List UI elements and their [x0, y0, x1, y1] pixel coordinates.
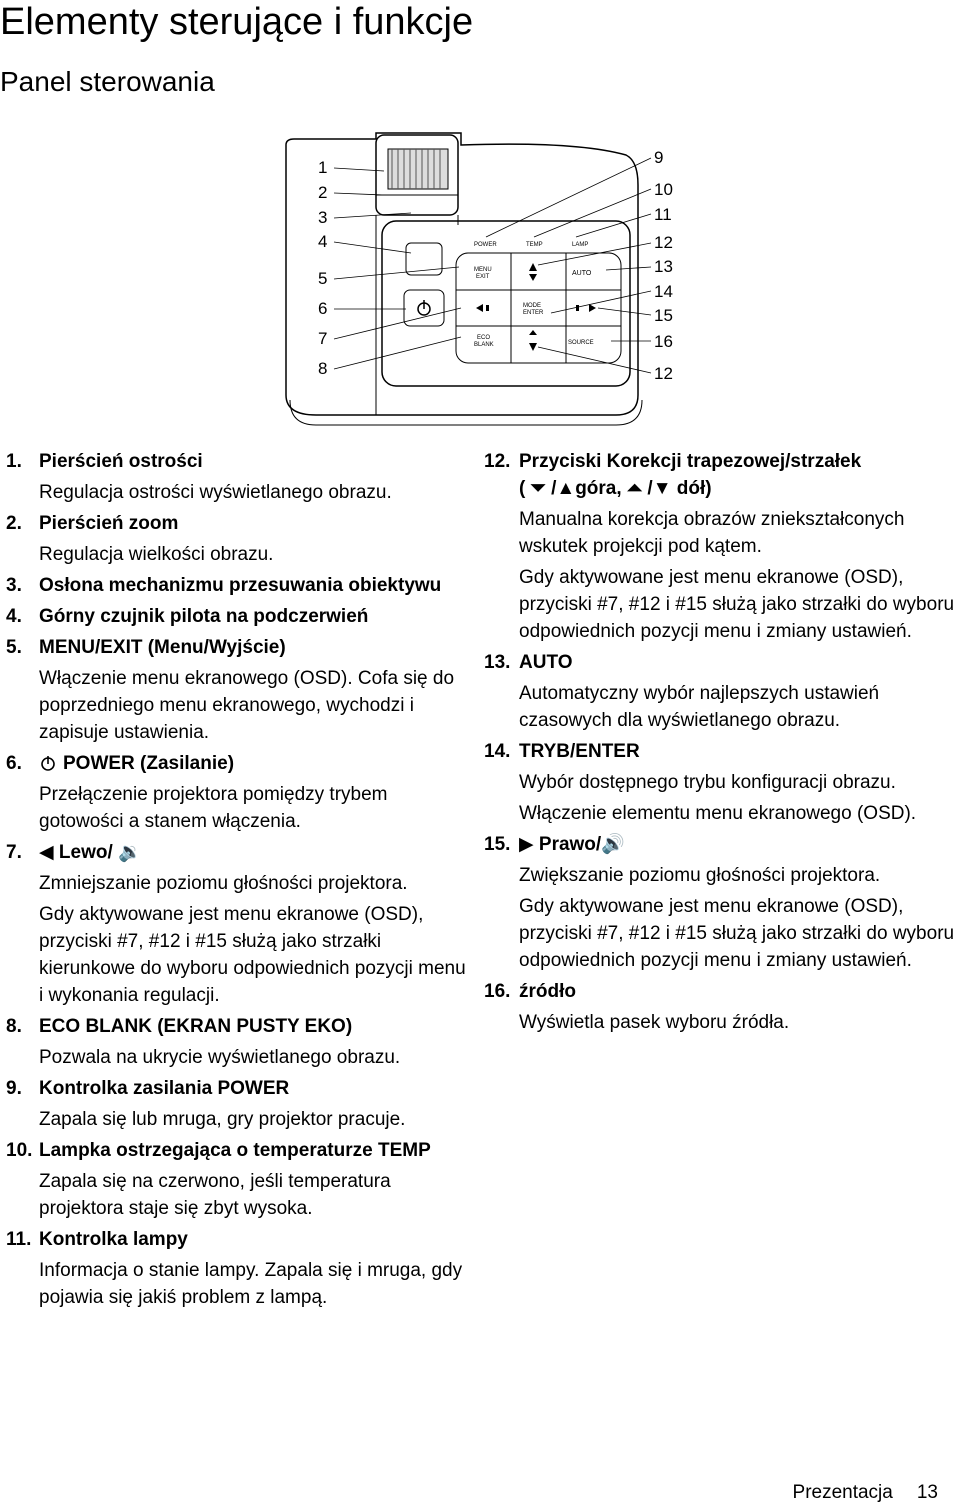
callout-12: 12 — [654, 233, 673, 252]
callout-8: 8 — [318, 359, 328, 378]
right-arrow-icon: ▶ — [519, 834, 539, 855]
list-item: 5. MENU/EXIT (Menu/Wyjście) Włączenie menu ekranowego (OSD). Cofa się do poprzedniego menu ekranowego, wychodzi i zapisuje ustawienia. — [6, 637, 455, 743]
source-key-label: SOURCE — [568, 340, 594, 346]
list-item: 6. POWER (Zasilanie) Przełączenie projektora pomiędzy trybem gotowości a stanem włączenia. — [6, 753, 388, 832]
callout-15: 15 — [654, 306, 673, 325]
list-item: 7. ◀ Lewo/ 🔉 Zmniejszanie poziomu głośności projektora. Gdy aktywowane jest menu ekranowe (OSD), przyciski #7, #12 i #15 służą jako strzałki kierunkowe do wyboru odpowiednich pozycji menu i wykonania regulacji. — [6, 842, 466, 1006]
mode-enter-key-label: MODE ENTER — [523, 303, 544, 316]
list-item: 15. ▶ Prawo/🔊 Zwiększanie poziomu głośności projektora. Gdy aktywowane jest menu ekranowe (OSD), przyciski #7, #12 i #15 służą jako strzałki do wyboru odpowiednich pozycji menu i zmiany ustawień. — [484, 834, 955, 971]
list-item: 8. ECO BLANK (EKRAN PUSTY EKO) Pozwala na ukrycie wyświetlanego obrazu. — [6, 1016, 401, 1068]
left-column — [0, 448, 472, 1315]
callout-11: 11 — [654, 205, 672, 224]
menu-exit-key-label: MENU EXIT — [474, 267, 492, 280]
callout-2: 2 — [318, 183, 328, 202]
callout-4: 4 — [318, 232, 328, 251]
callout-13: 13 — [654, 257, 673, 276]
list-item: 16. źródło Wyświetla pasek wyboru źródła. — [484, 981, 790, 1033]
page-footer — [769, 1482, 938, 1504]
list-item: 12. Przyciski Korekcji trapezowej/strzałek ( ⏷ /▲góra, ⏶ /▼ dół) Manualna korekcja obrazów zniekształconych wskutek projekcji pod kątem. Gdy aktywowane jest menu ekranowe (OSD), przyciski #7, #12 i #15 służą jako strzałki do wyboru odpowiednich pozycji menu i zmiany ustawień. — [484, 451, 955, 642]
keystone-up-icon: ⏶ — [626, 478, 643, 499]
up-arrow-icon: ▲ — [556, 478, 576, 499]
auto-key-label: AUTO — [572, 270, 592, 277]
left-arrow-icon: ◀ — [39, 842, 59, 863]
callout-3: 3 — [318, 208, 328, 227]
list-item: 4. Górny czujnik pilota na podczerwień — [6, 606, 369, 627]
volume-up-icon: 🔊 — [601, 834, 625, 855]
list-item: 14. TRYB/ENTER Wybór dostępnego trybu konfiguracji obrazu. Włączenie elementu menu ekranowego (OSD). — [484, 741, 917, 824]
eco-blank-key-label: ECO BLANK — [474, 335, 494, 348]
down-arrow-icon: ▼ — [652, 478, 672, 499]
list-item: 10. Lampka ostrzegająca o temperaturze TEMP Zapala się na czerwono, jeśli temperatura projektora staje się zbyt wysoka. — [6, 1140, 431, 1219]
callout-6: 6 — [318, 299, 328, 318]
list-item: 3. Osłona mechanizmu przesuwania obiektywu — [6, 575, 442, 596]
section-title: Panel sterowania — [0, 66, 215, 97]
control-panel-diagram — [276, 125, 696, 430]
callout-12b: 12 — [654, 364, 673, 383]
callout-9: 9 — [654, 148, 664, 167]
right-column — [480, 448, 955, 1040]
keystone-down-icon: ⏷ — [530, 478, 546, 499]
indicator-lamp-label: LAMP — [572, 242, 589, 248]
callout-7: 7 — [318, 329, 328, 348]
page-title: Elementy sterujące i funkcje — [0, 1, 474, 43]
callout-1: 1 — [318, 158, 328, 177]
callout-5: 5 — [318, 269, 328, 288]
left-callouts — [318, 158, 327, 378]
indicator-power-label: POWER — [474, 242, 497, 248]
callout-16: 16 — [654, 332, 673, 351]
indicator-temp-label: TEMP — [526, 242, 543, 248]
list-item: 2. Pierścień zoom Regulacja wielkości obrazu. — [6, 513, 274, 565]
volume-down-icon: 🔉 — [118, 842, 142, 863]
list-item: 11. Kontrolka lampy Informacja o stanie lampy. Zapala się i mruga, gdy pojawia się jakiś problem z lampą. — [6, 1229, 463, 1308]
power-icon — [39, 754, 57, 772]
list-item: 13. AUTO Automatyczny wybór najlepszych ustawień czasowych dla wyświetlanego obrazu. — [484, 652, 880, 731]
list-item: 1. Pierścień ostrości Regulacja ostrości wyświetlanego obrazu. — [6, 451, 392, 503]
footer-section: Prezentacja — [792, 1482, 893, 1503]
page-number: 13 — [916, 1482, 938, 1503]
callout-10: 10 — [654, 180, 673, 199]
callout-14: 14 — [654, 282, 673, 301]
right-callouts — [654, 148, 673, 383]
list-item: 9. Kontrolka zasilania POWER Zapala się lub mruga, gry projektor pracuje. — [6, 1078, 406, 1130]
